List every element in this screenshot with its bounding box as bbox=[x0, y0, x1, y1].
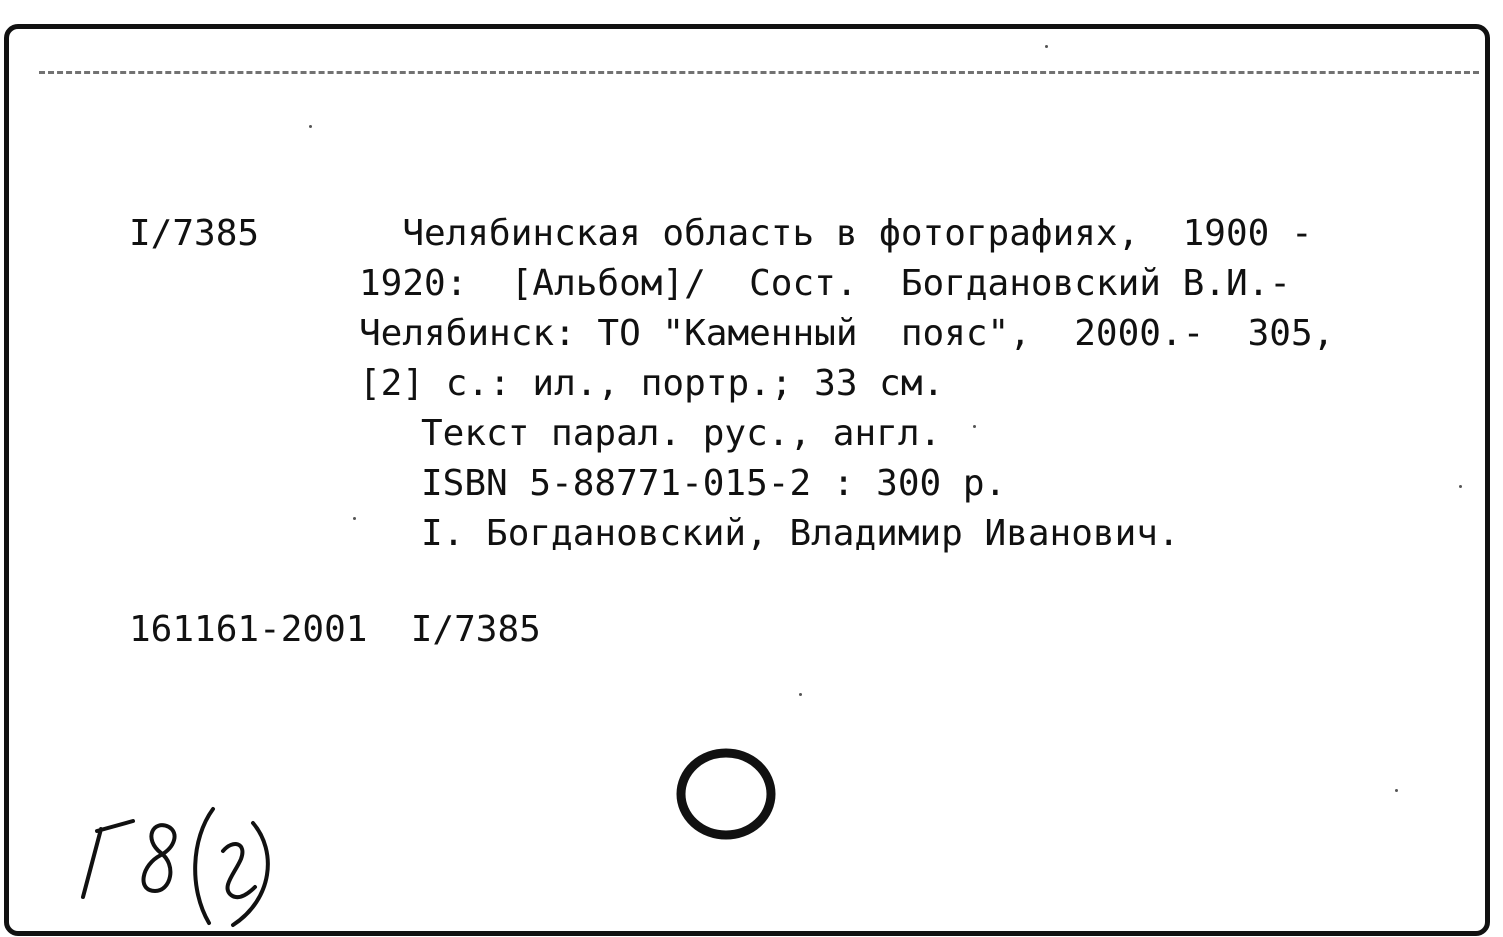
note-language: Текст парал. рус., англ. bbox=[421, 413, 942, 454]
speck bbox=[353, 517, 356, 520]
speck bbox=[1395, 789, 1398, 792]
speck bbox=[973, 425, 976, 428]
catalog-card bbox=[4, 24, 1490, 936]
shelf-mark: I/7385 bbox=[129, 213, 260, 254]
note-author-entry: I. Богдановский, Владимир Иванович. bbox=[421, 513, 1180, 554]
speck bbox=[1459, 485, 1462, 488]
top-dashed-rule bbox=[39, 71, 1479, 74]
title-line-2: 1920: [Альбом]/ Сост. Богдановский В.И.- bbox=[359, 263, 1291, 304]
title-line-4: [2] с.: ил., портр.; 33 см. bbox=[359, 363, 945, 404]
speck bbox=[1045, 45, 1048, 48]
title-line-3: Челябинск: ТО "Каменный пояс", 2000.- 305, bbox=[359, 313, 1335, 354]
title-line-1: Челябинская область в фотографиях, 1900 - bbox=[359, 213, 1313, 254]
handwritten-signature bbox=[71, 799, 301, 929]
inventory-line: 161161-2001 I/7385 bbox=[129, 609, 541, 650]
note-isbn: ISBN 5-88771-015-2 : 300 р. bbox=[421, 463, 1007, 504]
punch-hole-circle bbox=[671, 739, 781, 849]
speck bbox=[799, 693, 802, 696]
speck bbox=[309, 125, 312, 128]
